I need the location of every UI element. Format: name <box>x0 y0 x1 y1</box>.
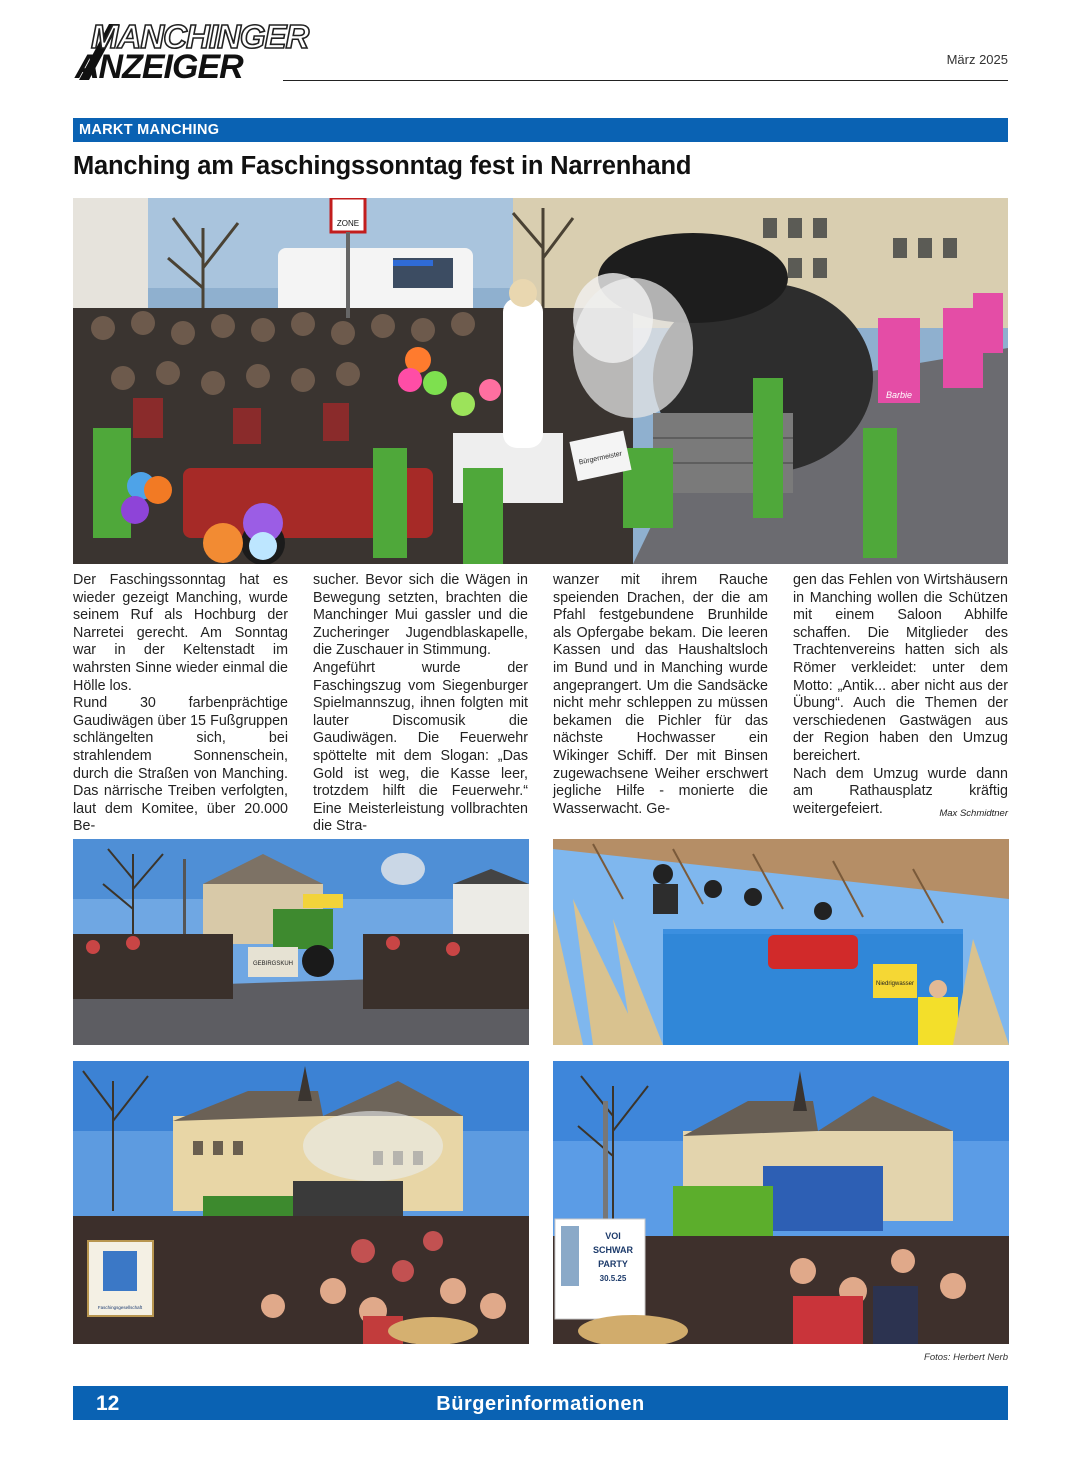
photo-green-tractor-party <box>553 1061 1009 1344</box>
photo-credit: Fotos: Herbert Nerb <box>924 1352 1008 1363</box>
photo-tractor-town-hall <box>73 1061 529 1344</box>
footer-bar <box>73 1386 1008 1420</box>
masthead-logo <box>73 20 373 86</box>
page-number: 12 <box>96 1392 120 1415</box>
article-column-2 <box>313 572 528 836</box>
hero-float-banner-text: Bürgermeister <box>578 450 623 467</box>
section-bar <box>73 118 1008 142</box>
party-sign-line-3: PARTY <box>598 1259 628 1269</box>
article-byline: Max Schmidtner <box>939 807 1008 819</box>
article-paragraph: Der Faschingssonntag hat es wieder gezeigt Manching, wurde seinem Ruf als Hochburg der Narretei gerecht. Am Sonntag war in der Keltenstadt im wahrsten Sinne wieder einmal die Hölle los. <box>73 572 288 694</box>
party-sign-line-1: VOI <box>605 1231 621 1241</box>
article-column-1 <box>73 572 288 836</box>
photo3-ship-sign-text: Niedrigwasser <box>875 981 915 987</box>
article-paragraph: Rund 30 farbenprächtige Gaudiwägen über 15 Fußgruppen schlängelten sich, bei strahlendem Sonnenschein, durch die Straßen von Manching. Das närrische Treiben verfolgten, laut dem Komitee, über 20.000 Be- <box>73 695 288 835</box>
photo-tractor-parade <box>73 839 529 1045</box>
photo-viking-ship-float <box>553 839 1009 1045</box>
section-label: MARKT MANCHING <box>79 122 220 138</box>
logo-line-1: MANCHINGER <box>91 18 309 55</box>
party-sign-line-2: SCHWAR <box>593 1245 633 1255</box>
article-column-4 <box>793 572 1008 822</box>
issue-date: März 2025 <box>946 52 1008 67</box>
article-column-3 <box>553 572 768 818</box>
photo4-banner-text: Faschingsgesellschaft <box>97 1305 143 1310</box>
party-sign-line-4: 30.5.25 <box>599 1274 627 1283</box>
hero-barbie-label: Barbie <box>885 390 913 400</box>
header-rule <box>283 80 1008 81</box>
article-paragraph: wanzer mit ihrem Rauche speienden Drachen, der die am Pfahl festgebundene Brunhilde als Opfergabe bekam. Die leeren Kassen und das Haushaltsloch im Bund und in Manching wurde angeprangert. Um die Sandsäcke nicht mehr schleppen zu müssen bekamen die Pichler für das nächste Hochwasser ein Wikinger Schiff. Der mit Binsen zugewachsene Weiher erschwert jegliche Hilfe - monierte die Wasserwacht. Ge- <box>553 572 768 817</box>
logo-line-2: ANZEIGER <box>75 48 243 86</box>
photo2-float-text: GEBIRGSKUH <box>252 961 294 967</box>
hero-photo-dragon-float <box>73 198 1008 564</box>
article-paragraph: Angeführt wurde der Faschingszug vom Siegenburger Spielmannszug, ihnen folgten mit lauter Discomusik die Gaudiwägen. Die Feuerwehr spöttelte mit dem Slogan: „Das Gold ist weg, die Kasse leer, trotzdem hilft die Feuerwehr.“ Eine Meisterleistung vollbrachten die Stra- <box>313 659 528 835</box>
footer-title: Bürgerinformationen <box>436 1393 645 1415</box>
article-headline: Manching am Faschingssonntag fest in Narrenhand <box>73 152 692 180</box>
article-paragraph <box>793 766 1008 819</box>
article-paragraph-text: Nach dem Umzug wurde dann am Rathausplatz kräftig weitergefeiert. <box>793 765 1008 817</box>
article-paragraph: sucher. Bevor sich die Wägen in Bewegung setzten, brachten die Manchinger Mui gassler und die Zucheringer Jugendblaskapelle, die Zuschauer in Stimmung. <box>313 572 528 659</box>
article-paragraph: gen das Fehlen von Wirtshäusern in Manching wollen die Schützen mit einem Saloon Abhilfe schaffen. Die Mitglieder des Trachtenvereins hatten sich als Römer verkleidet: unter dem Motto: „Antik... aber nicht aus der Übung“. Auch die Themen der verschiedenen Gastwägen aus der Region haben den Umzug bereichert. <box>793 572 1008 764</box>
hero-sign-text: ZONE <box>336 219 360 228</box>
